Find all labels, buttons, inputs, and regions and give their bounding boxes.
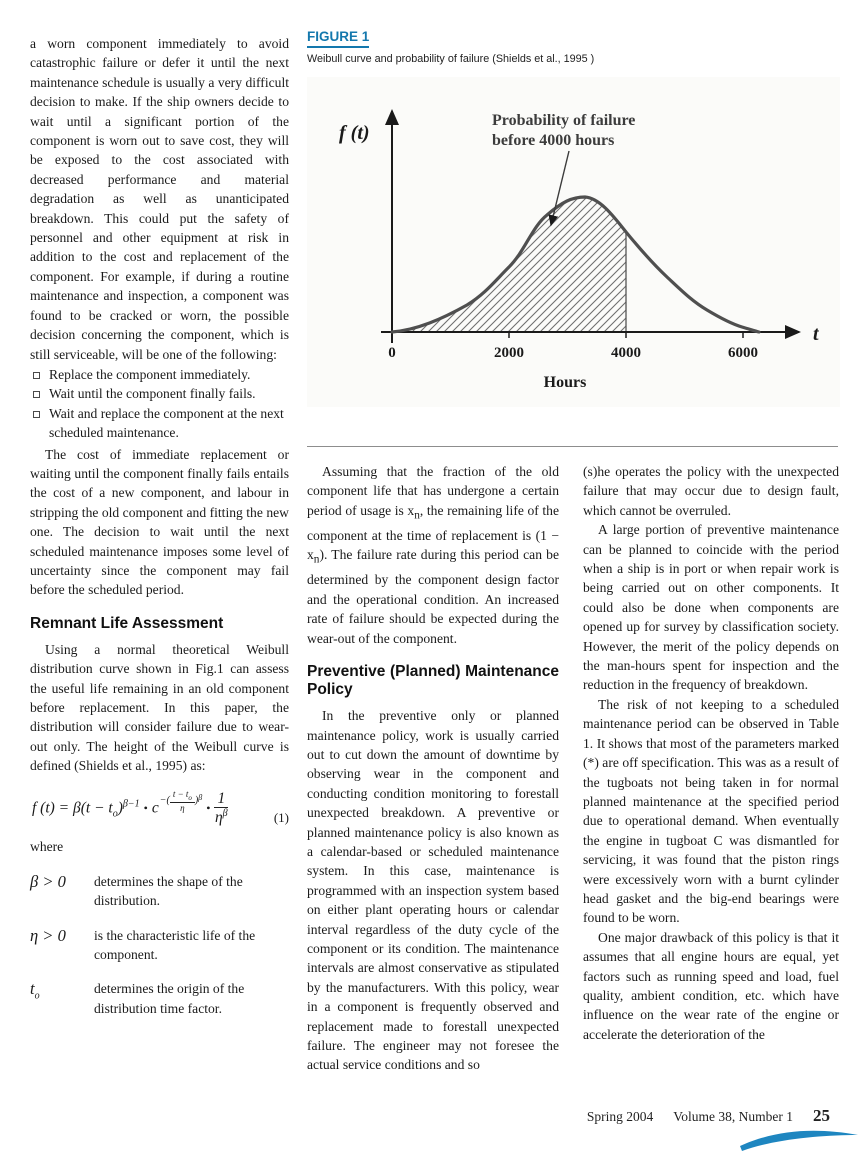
fraction-denominator: η (180, 802, 185, 813)
weibull-chart-panel (307, 77, 840, 407)
x-tick-4000: 4000 (611, 345, 641, 361)
figure-divider-rule (307, 446, 838, 447)
equation-subscript: o (112, 808, 118, 820)
subscript-n: n (313, 554, 320, 567)
fraction-denominator (214, 808, 228, 827)
middle-paragraph-2: In the preventive only or planned maintenance policy, work is usually carried out to cut down the amount of downtime by observing wear in the component and conducting condition monitoring to forestall unexpected breakdown. A preventive or planned maintenance policy is also known as a calendar-based or scheduled maintenance system. In this case, maintenance is programmed with an inspection system based on either plant operating hours or calendar interval regardless of the duty cycle of the component or its condition. The maintenance intervals are almost conservative as stipulated by the manufacturers. With this policy, wear in a component is frequently observed and replacement made to forestall unexpected failure. The engineer may not foresee the actual service conditions and so (307, 708, 559, 1073)
fraction (170, 789, 195, 813)
equation-term: f (t) = β(t − t (32, 799, 113, 817)
multiplication-dot: • (143, 801, 148, 816)
fraction (214, 790, 228, 828)
definition-t0 (30, 979, 289, 1018)
page-number: 25 (813, 1106, 830, 1125)
square-bullet-icon (33, 372, 40, 379)
symbol-t0 (30, 979, 94, 1018)
symbol-eta (30, 926, 94, 965)
square-bullet-icon (33, 411, 40, 418)
open-paren: ( (166, 795, 170, 807)
definition-eta (30, 926, 289, 965)
x-tick-6000: 6000 (728, 345, 758, 361)
symbol-text: β > 0 (30, 871, 66, 891)
fraction-numerator: 1 (214, 790, 228, 809)
figure-label: FIGURE 1 (307, 29, 369, 48)
equation-subscript: o (188, 793, 192, 802)
equation-exponent: β (198, 793, 203, 803)
symbol-subscript: o (34, 990, 40, 1002)
left-column (30, 34, 289, 1018)
definition-beta (30, 872, 289, 911)
equation-exponent: β−1 (122, 797, 140, 809)
list-item (30, 404, 289, 443)
right-column (583, 462, 839, 1075)
left-paragraph-2: The cost of immediate replacement or waiting until the component finally fails entails the cost of a new component, and labour in stripping the old component and fitting the new one. The decision to wait until the next scheduled maintenance imposes some level of uncertainty since the component may fail before the scheduled period. (30, 446, 289, 598)
definition-text: determines the origin of the distribution time factor. (94, 981, 245, 1016)
square-bullet-icon (33, 391, 40, 398)
annotation-text-line1: Probability of failure (492, 112, 636, 129)
list-item (30, 365, 289, 384)
definition-text: is the characteristic life of the component. (94, 927, 256, 963)
paragraph-text: Assuming that the fraction of the old component life that has undergone a certain period of usage is x (307, 464, 559, 518)
section-heading-remnant-life: Remnant Life Assessment (30, 614, 224, 632)
where-label: where (30, 839, 64, 855)
paragraph-text: , the remaining life of the component at the time of replacement is (1 − x (307, 502, 559, 563)
weibull-chart (307, 77, 840, 407)
left-paragraph-3: Using a normal theoretical Weibull distribution curve shown in Fig.1 can assess the useful life remaining in an old component before replacement. In this paper, the distribution will consider failure due to wear-out only. The height of the Weibull curve is defined (Shields et al., 1995) as: (30, 641, 289, 774)
annotation-text-line2: before 4000 hours (492, 132, 615, 149)
y-axis-label: f (t) (339, 122, 370, 144)
equation-number: (1) (273, 810, 289, 825)
equation-term: ) (117, 799, 123, 817)
fraction-numerator (170, 789, 195, 803)
right-paragraph-3: The risk of not keeping to a scheduled maintenance period can be observed in Table 1. It shows that most of the parameters marked (*) are off specification. This was as a result of the tugboats not being taken in for normal planned maintenance at the specified period due to operational demand. When eventually the engine in tugboat C was dismantled for servicing, it was found that the piston rings were excessively worn with a burnt cylinder head gasket and the big-end bearings were found to be worn. (583, 696, 839, 926)
hatched-probability-area (392, 197, 626, 332)
equation-term: η (214, 809, 223, 827)
x-tick-0: 0 (388, 345, 396, 361)
close-paren: ) (194, 795, 199, 807)
right-paragraph-1: (s)he operates the policy with the unexpected failure that may occur due to design fault, which cannot be overruled. (583, 464, 839, 518)
definition-text: determines the shape of the distribution. (94, 873, 243, 909)
x-axis-label: t (813, 323, 819, 345)
middle-column (307, 462, 559, 1075)
equation-exponent-group (160, 789, 203, 813)
page-footer (587, 1106, 830, 1126)
x-unit-label: Hours (543, 374, 587, 391)
decision-bullet-list (30, 365, 289, 443)
symbol-beta (30, 872, 94, 911)
list-item-text: Wait and replace the component at the next scheduled maintenance. (49, 405, 284, 441)
equation-term: c (151, 799, 159, 817)
symbol-text: t (30, 979, 35, 999)
list-item-text: Replace the component immediately. (49, 366, 251, 382)
weibull-equation (32, 790, 289, 828)
equation-body (32, 790, 228, 828)
symbol-text: η > 0 (30, 925, 66, 945)
section-heading-preventive: Preventive (Planned) Maintenance Policy (307, 663, 559, 699)
footer-issue: Spring 2004 (586, 1109, 654, 1124)
list-item (30, 384, 289, 403)
middle-paragraph-1 (307, 462, 559, 648)
x-tick-2000: 2000 (494, 345, 524, 361)
right-paragraph-2: A large portion of preventive maintenance can be planned to coincide with the period when a ship is in port or when repair work is being carried out on other components. It could also be done when components are opened up for survey by classification society. However, the merit of the policy depends on the man-hours spent for inspection and the reduction in the frequency of breakdown. (583, 522, 839, 693)
footer-swoosh-graphic (740, 1126, 860, 1154)
equation-exponent: β (222, 808, 228, 820)
left-paragraph-1: a worn component immediately to avoid catastrophic failure or defer it until the next maintenance schedule is usually a very difficult decision to make. If the ship owners decide to wait until a significant portion of the component is worn out to save cost, they will be exposed to the cost associated with decreased performance and material degradation as well as unanticipated breakdown. This could put the safety of personnel and other equipment at risk in addition to the cost and replacement of the component. For example, if during a routine maintenance and inspection, a component was found to be cracked or worn, the possible decision concerning the component, which is still serviceable, will be one of the following: (30, 36, 289, 362)
footer-volume: Volume 38, Number 1 (673, 1109, 793, 1124)
minus-sign: − (159, 795, 167, 807)
subscript-n: n (414, 509, 420, 522)
right-paragraph-4: One major drawback of this policy is that it assumes that all engine hours are equal, yet factors such as running speed and load, fuel quality, ambient condition, etc. which have influence on the wear rate of the engine or accelerate the deterioration of the (583, 929, 839, 1042)
list-item-text: Wait until the component finally fails. (49, 386, 256, 402)
figure-1-block (307, 28, 840, 407)
bottom-columns (307, 462, 839, 1075)
figure-caption: Weibull curve and probability of failure (Shields et al., 1995 ) (307, 53, 595, 65)
multiplication-dot: • (206, 801, 211, 816)
paragraph-text: ). The failure rate during this period can be determined by the component design factor and the operational condition. An increased rate of failure should be expected during the wear-out of the component. (307, 547, 559, 646)
equation-term: t − t (172, 788, 189, 799)
